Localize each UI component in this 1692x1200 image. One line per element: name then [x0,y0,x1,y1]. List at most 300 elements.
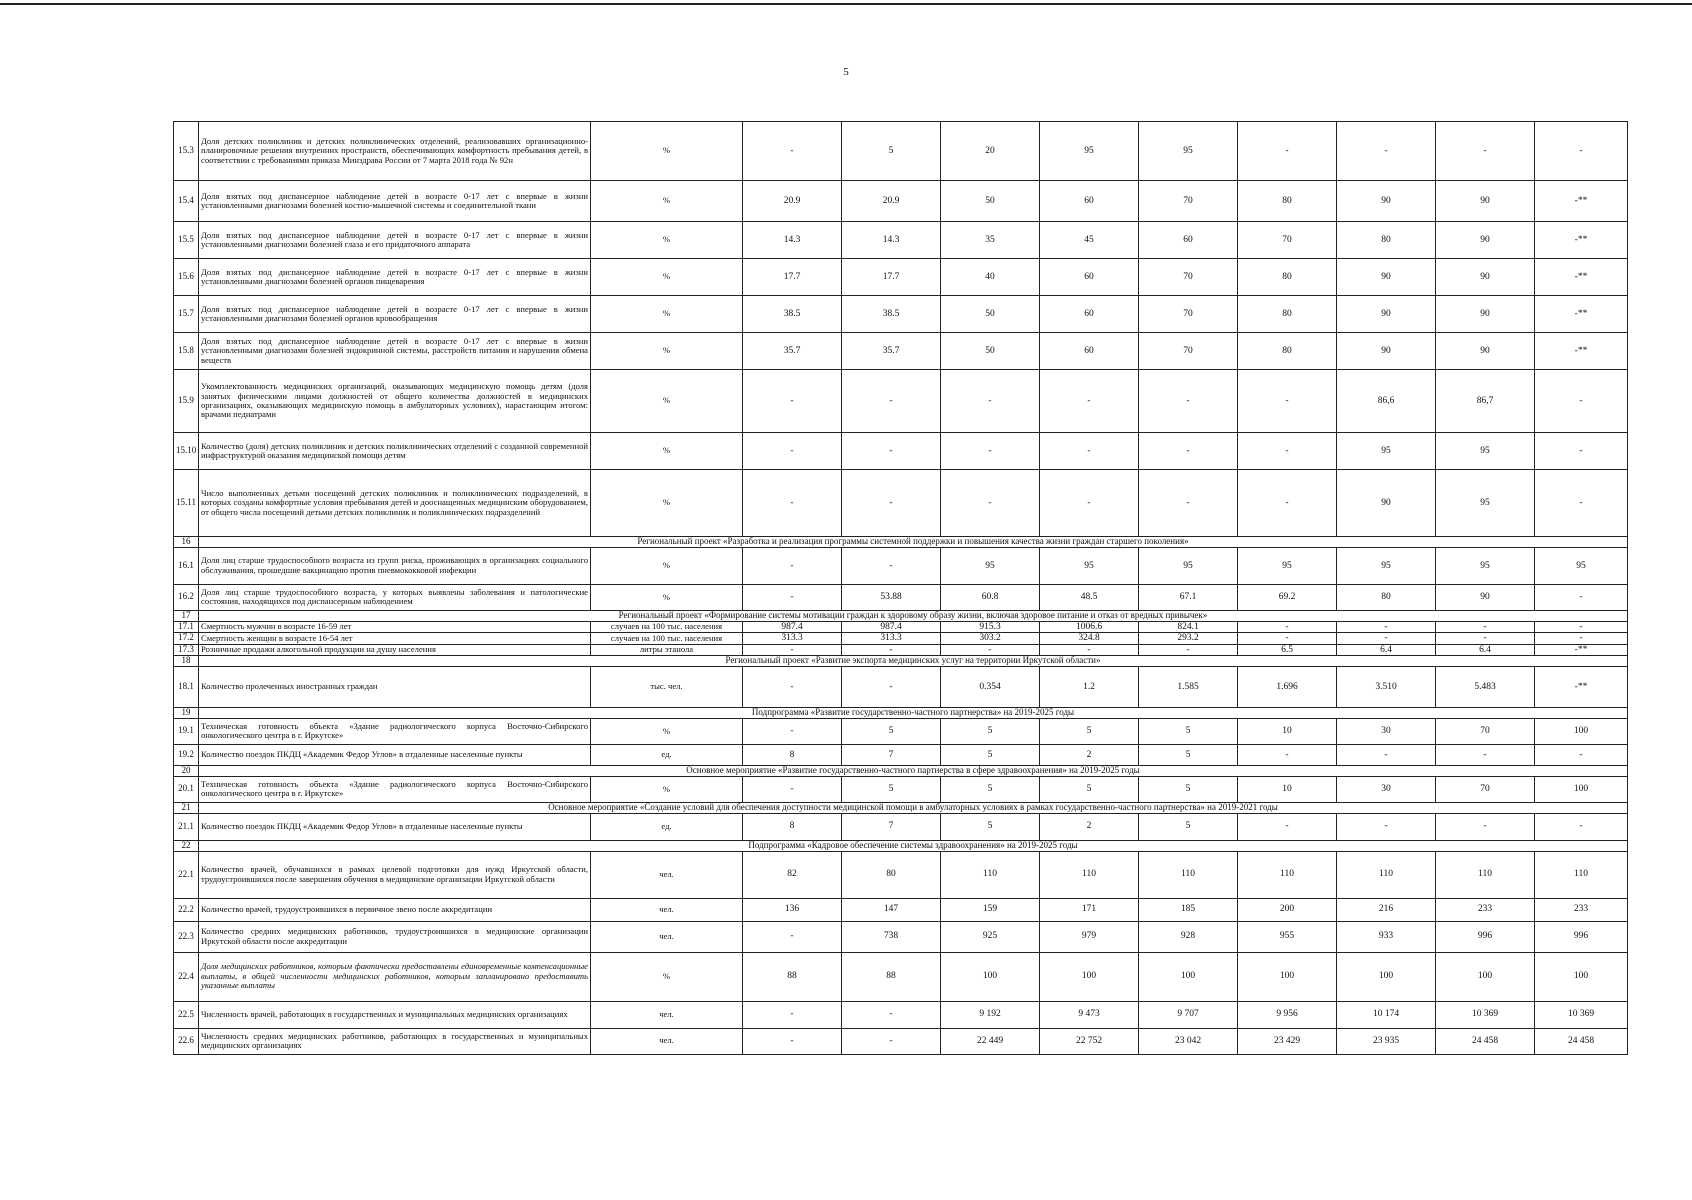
value-cell: - [1535,433,1628,470]
value-cell: 110 [1535,851,1628,898]
value-cell: 23 042 [1139,1028,1238,1054]
value-cell: - [1436,813,1535,840]
value-cell: - [1040,644,1139,655]
value-cell: 80 [1337,584,1436,610]
value-cell: 90 [1436,181,1535,222]
value-cell: - [1238,633,1337,644]
row-number: 21.1 [174,813,199,840]
table-row [174,547,1628,584]
row-number: 16.1 [174,547,199,584]
table-row [174,921,1628,952]
value-cell: 95 [1535,547,1628,584]
section-title: Основное мероприятие «Создание условий для обеспечения доступности медицинской помощи в амбулаторных условиях в рамках государственно-частного партнерства» на 2019-2021 годы [199,802,1628,813]
value-cell: - [743,584,842,610]
value-cell: 20 [941,122,1040,181]
unit-cell: % [591,470,743,537]
value-cell: 110 [1337,851,1436,898]
row-number: 22.6 [174,1028,199,1054]
value-cell: 95 [1436,470,1535,537]
value-cell: 9 956 [1238,1001,1337,1028]
unit-cell: % [591,259,743,296]
value-cell: - [1436,744,1535,765]
value-cell: - [1139,470,1238,537]
indicator-name: Доля лиц старше трудоспособного возраста из групп риска, проживающих в организациях социального обслуживания, прошедшие вакцинацию против пневмококковой инфекции [199,547,591,584]
row-number: 22.3 [174,921,199,952]
value-cell: 80 [842,851,941,898]
value-cell: 100 [1535,718,1628,744]
value-cell: 70 [1436,776,1535,802]
value-cell: 10 369 [1436,1001,1535,1028]
value-cell: 80 [1238,259,1337,296]
value-cell: 915.3 [941,621,1040,632]
value-cell: - [1040,370,1139,433]
value-cell: 216 [1337,898,1436,921]
value-cell: 48.5 [1040,584,1139,610]
value-cell: 90 [1436,333,1535,370]
indicator-name: Смертность женщин в возрасте 16-54 лет [199,633,591,644]
row-number: 17.3 [174,644,199,655]
row-number: 17 [174,610,199,621]
row-number: 20.1 [174,776,199,802]
value-cell: - [1337,122,1436,181]
table-row [174,666,1628,707]
value-cell: 20.9 [842,181,941,222]
unit-cell: % [591,547,743,584]
value-cell: - [1139,433,1238,470]
value-cell: 5 [941,718,1040,744]
value-cell: - [743,370,842,433]
value-cell: 313.3 [743,633,842,644]
table-row [174,222,1628,259]
value-cell: - [743,470,842,537]
value-cell: 60.8 [941,584,1040,610]
value-cell: -** [1535,644,1628,655]
value-cell: 100 [1337,952,1436,1001]
value-cell: - [743,433,842,470]
value-cell: 35.7 [743,333,842,370]
row-number: 22.5 [174,1001,199,1028]
row-number: 22.4 [174,952,199,1001]
value-cell: 5 [1040,718,1139,744]
unit-cell: % [591,433,743,470]
indicator-name: Доля лиц старше трудоспособного возраста, у которых выявлены заболевания и патологические состояния, находящихся под диспансерным наблюдением [199,584,591,610]
value-cell: 955 [1238,921,1337,952]
unit-cell: случаев на 100 тыс. населения [591,621,743,632]
value-cell: - [1238,433,1337,470]
table-row [174,370,1628,433]
value-cell: 90 [1436,296,1535,333]
value-cell: 110 [1238,851,1337,898]
value-cell: 30 [1337,718,1436,744]
value-cell: 90 [1337,470,1436,537]
unit-cell: чел. [591,1001,743,1028]
value-cell: 987.4 [743,621,842,632]
value-cell: 95 [1040,547,1139,584]
value-cell: 24 458 [1535,1028,1628,1054]
value-cell: - [1238,621,1337,632]
value-cell: 14.3 [743,222,842,259]
value-cell: 5 [842,776,941,802]
value-cell: 1.696 [1238,666,1337,707]
unit-cell: чел. [591,921,743,952]
indicators-table-body [174,122,1628,1055]
table-row [174,718,1628,744]
top-border-line [0,3,1692,5]
unit-cell: % [591,952,743,1001]
table-row [174,952,1628,1001]
value-cell: - [1535,744,1628,765]
value-cell: - [743,666,842,707]
value-cell: 35.7 [842,333,941,370]
value-cell: 9 192 [941,1001,1040,1028]
row-number: 15.10 [174,433,199,470]
value-cell: 60 [1040,333,1139,370]
value-cell: 30 [1337,776,1436,802]
value-cell: - [1238,470,1337,537]
value-cell: - [941,370,1040,433]
row-number: 17.2 [174,633,199,644]
value-cell: -** [1535,666,1628,707]
value-cell: - [1040,433,1139,470]
value-cell: 88 [842,952,941,1001]
table-row [174,633,1628,644]
value-cell: 738 [842,921,941,952]
table-row [174,296,1628,333]
value-cell: 95 [1139,122,1238,181]
value-cell: - [743,921,842,952]
value-cell: 5 [1139,776,1238,802]
row-number: 19.1 [174,718,199,744]
value-cell: 1006.6 [1040,621,1139,632]
indicator-name: Доля медицинских работников, которым фактически предоставлены единовременные компенсационные выплаты, в общей численности медицинских работников, которым запланировано предоставить указанные выплаты [199,952,591,1001]
value-cell: - [842,644,941,655]
indicator-name: Количество врачей, обучавшихся в рамках целевой подготовки для нужд Иркутской области, трудоустроившихся после завершения обучения в медицинские организации Иркутской области [199,851,591,898]
indicator-name: Техническая готовность объекта «Здание радиологического корпуса Восточно-Сибирского онкологического центра в г. Иркутске» [199,776,591,802]
section-row [174,802,1628,813]
value-cell: 5 [941,776,1040,802]
page-number: 5 [843,66,849,78]
row-number: 22 [174,840,199,851]
value-cell: - [941,470,1040,537]
indicator-name: Доля взятых под диспансерное наблюдение детей в возрасте 0-17 лет с впервые в жизни установленными диагнозами болезней эндокринной системы, расстройств питания и нарушения обмена веществ [199,333,591,370]
value-cell: 60 [1040,259,1139,296]
unit-cell: ед. [591,744,743,765]
value-cell: -** [1535,181,1628,222]
value-cell: 8 [743,813,842,840]
value-cell: 200 [1238,898,1337,921]
row-number: 18 [174,656,199,667]
value-cell: - [842,1001,941,1028]
value-cell: 147 [842,898,941,921]
value-cell: 10 [1238,776,1337,802]
indicator-name: Число выполненных детьми посещений детских поликлиник и поликлинических подразделений, в которых созданы комфортные условия пребывания детей и дооснащенных медицинским оборудованием, от общего числа посещений детьми детских поликлиник и поликлинических подразделений [199,470,591,537]
value-cell: 86,7 [1436,370,1535,433]
row-number: 15.4 [174,181,199,222]
row-number: 20 [174,765,199,776]
value-cell: 95 [1436,433,1535,470]
section-row [174,610,1628,621]
value-cell: 136 [743,898,842,921]
table-row [174,1028,1628,1054]
value-cell: - [941,644,1040,655]
value-cell: 38.5 [842,296,941,333]
value-cell: 86,6 [1337,370,1436,433]
value-cell: 3.510 [1337,666,1436,707]
value-cell: 110 [941,851,1040,898]
value-cell: 95 [1040,122,1139,181]
value-cell: 95 [941,547,1040,584]
value-cell: 100 [1535,952,1628,1001]
indicator-name: Количество поездок ПКДЦ «Академик Федор Углов» в отдаленные населенные пункты [199,813,591,840]
section-title: Региональный проект «Развитие экспорта медицинских услуг на территории Иркутской области» [199,656,1628,667]
value-cell: 324.8 [1040,633,1139,644]
value-cell: 928 [1139,921,1238,952]
value-cell: - [1535,621,1628,632]
value-cell: - [1238,813,1337,840]
value-cell: 80 [1238,296,1337,333]
indicators-table [173,121,1628,1055]
value-cell: 70 [1139,333,1238,370]
unit-cell: % [591,181,743,222]
value-cell: 69.2 [1238,584,1337,610]
value-cell: - [1040,470,1139,537]
value-cell: 23 935 [1337,1028,1436,1054]
value-cell: 110 [1139,851,1238,898]
value-cell: 2 [1040,744,1139,765]
value-cell: 8 [743,744,842,765]
value-cell: - [1436,633,1535,644]
section-title: Подпрограмма «Кадровое обеспечение системы здравоохранения» на 2019-2025 годы [199,840,1628,851]
value-cell: 925 [941,921,1040,952]
indicator-name: Техническая готовность объекта «Здание радиологического корпуса Восточно-Сибирского онкологического центра в г. Иркутске» [199,718,591,744]
value-cell: 14.3 [842,222,941,259]
unit-cell: случаев на 100 тыс. населения [591,633,743,644]
value-cell: 67.1 [1139,584,1238,610]
unit-cell: тыс. чел. [591,666,743,707]
value-cell: 50 [941,181,1040,222]
value-cell: 824.1 [1139,621,1238,632]
value-cell: 100 [941,952,1040,1001]
value-cell: - [1238,744,1337,765]
value-cell: 80 [1238,333,1337,370]
row-number: 17.1 [174,621,199,632]
indicator-name: Численность врачей, работающих в государственных и муниципальных медицинских организациях [199,1001,591,1028]
row-number: 15.9 [174,370,199,433]
value-cell: 70 [1139,259,1238,296]
unit-cell: % [591,122,743,181]
value-cell: -** [1535,333,1628,370]
value-cell: - [743,776,842,802]
value-cell: - [743,1001,842,1028]
value-cell: - [743,644,842,655]
value-cell: 1.2 [1040,666,1139,707]
indicator-name: Розничные продажи алкогольной продукции на душу населения [199,644,591,655]
value-cell: 159 [941,898,1040,921]
value-cell: 45 [1040,222,1139,259]
value-cell: 23 429 [1238,1028,1337,1054]
value-cell: 293.2 [1139,633,1238,644]
value-cell: 979 [1040,921,1139,952]
value-cell: - [1139,644,1238,655]
value-cell: 95 [1337,433,1436,470]
indicator-name: Количество средних медицинских работников, трудоустроившихся в медицинские организации Иркутской области после аккредитации [199,921,591,952]
value-cell: 95 [1436,547,1535,584]
section-row [174,765,1628,776]
value-cell: 50 [941,296,1040,333]
value-cell: 5 [842,122,941,181]
value-cell: 95 [1238,547,1337,584]
value-cell: - [1337,621,1436,632]
indicator-name: Доля взятых под диспансерное наблюдение детей в возрасте 0-17 лет с впервые в жизни установленными диагнозами болезней органов кровообращения [199,296,591,333]
value-cell: 6.4 [1337,644,1436,655]
value-cell: - [1337,813,1436,840]
value-cell: 90 [1337,181,1436,222]
unit-cell: ед. [591,813,743,840]
value-cell: 1.585 [1139,666,1238,707]
value-cell: 70 [1436,718,1535,744]
value-cell: 9 473 [1040,1001,1139,1028]
value-cell: 17.7 [743,259,842,296]
value-cell: 22 449 [941,1028,1040,1054]
value-cell: 38.5 [743,296,842,333]
value-cell: 100 [1040,952,1139,1001]
table-row [174,122,1628,181]
value-cell: 233 [1535,898,1628,921]
value-cell: 5 [842,718,941,744]
value-cell: - [941,433,1040,470]
value-cell: 5 [941,744,1040,765]
value-cell: - [1436,621,1535,632]
value-cell: 5.483 [1436,666,1535,707]
table-row [174,776,1628,802]
unit-cell: чел. [591,898,743,921]
row-number: 15.7 [174,296,199,333]
value-cell: 17.7 [842,259,941,296]
section-row [174,707,1628,718]
row-number: 15.8 [174,333,199,370]
value-cell: - [842,666,941,707]
value-cell: 6.4 [1436,644,1535,655]
value-cell: 100 [1139,952,1238,1001]
value-cell: 90 [1436,222,1535,259]
value-cell: - [743,122,842,181]
value-cell: - [842,470,941,537]
value-cell: -** [1535,259,1628,296]
row-number: 16.2 [174,584,199,610]
value-cell: 82 [743,851,842,898]
row-number: 21 [174,802,199,813]
value-cell: 5 [1139,718,1238,744]
value-cell: - [1535,370,1628,433]
value-cell: 50 [941,333,1040,370]
unit-cell: % [591,718,743,744]
value-cell: - [1436,122,1535,181]
value-cell: 90 [1436,259,1535,296]
value-cell: -** [1535,296,1628,333]
value-cell: 90 [1436,584,1535,610]
value-cell: 95 [1139,547,1238,584]
value-cell: 24 458 [1436,1028,1535,1054]
value-cell: 6.5 [1238,644,1337,655]
value-cell: 5 [1139,744,1238,765]
section-title: Основное мероприятие «Развитие государственно-частного партнерства в сфере здравоохранения» на 2019-2025 годы [199,765,1628,776]
value-cell: 10 369 [1535,1001,1628,1028]
section-row [174,537,1628,548]
row-number: 16 [174,537,199,548]
value-cell: 60 [1139,222,1238,259]
value-cell: - [1337,744,1436,765]
value-cell: 70 [1139,181,1238,222]
value-cell: 100 [1238,952,1337,1001]
unit-cell: чел. [591,851,743,898]
value-cell: 90 [1337,333,1436,370]
value-cell: 5 [1139,813,1238,840]
indicator-name: Доля детских поликлиник и детских поликлинических отделений, реализовавших организационно-планировочные решения внутренних пространств, обеспечивающих комфортность пребывания детей, в соответствии с требованиями приказа Минздрава России от 7 марта 2018 года № 92н [199,122,591,181]
value-cell: 100 [1436,952,1535,1001]
row-number: 19 [174,707,199,718]
unit-cell: % [591,370,743,433]
value-cell: 5 [941,813,1040,840]
indicator-name: Доля взятых под диспансерное наблюдение детей в возрасте 0-17 лет с впервые в жизни установленными диагнозами болезней костно-мышечной системы и соединительной ткани [199,181,591,222]
unit-cell: % [591,296,743,333]
value-cell: 0.354 [941,666,1040,707]
indicator-name: Количество пролеченных иностранных граждан [199,666,591,707]
value-cell: 60 [1040,296,1139,333]
table-row [174,433,1628,470]
row-number: 15.5 [174,222,199,259]
unit-cell: % [591,584,743,610]
value-cell: 933 [1337,921,1436,952]
value-cell: 90 [1337,259,1436,296]
value-cell: 90 [1337,296,1436,333]
value-cell: - [1238,370,1337,433]
value-cell: - [1535,122,1628,181]
row-number: 22.1 [174,851,199,898]
section-title: Региональный проект «Формирование системы мотивации граждан к здоровому образу жизни, включая здоровое питание и отказ от вредных привычек» [199,610,1628,621]
value-cell: - [842,370,941,433]
value-cell: 5 [1040,776,1139,802]
value-cell: - [842,1028,941,1054]
table-row [174,898,1628,921]
value-cell: 35 [941,222,1040,259]
indicator-name: Доля взятых под диспансерное наблюдение детей в возрасте 0-17 лет с впервые в жизни установленными диагнозами болезней глаза и его придаточного аппарата [199,222,591,259]
value-cell: 22 752 [1040,1028,1139,1054]
value-cell: - [743,547,842,584]
value-cell: - [1535,470,1628,537]
value-cell: - [1337,633,1436,644]
row-number: 15.3 [174,122,199,181]
table-row [174,584,1628,610]
value-cell: 7 [842,744,941,765]
table-row [174,813,1628,840]
value-cell: - [743,718,842,744]
table-row [174,744,1628,765]
value-cell: - [743,1028,842,1054]
value-cell: 9 707 [1139,1001,1238,1028]
value-cell: - [1139,370,1238,433]
table-row [174,851,1628,898]
value-cell: 100 [1535,776,1628,802]
value-cell: 88 [743,952,842,1001]
value-cell: -** [1535,222,1628,259]
table-row [174,644,1628,655]
value-cell: 70 [1139,296,1238,333]
value-cell: 70 [1238,222,1337,259]
row-number: 19.2 [174,744,199,765]
value-cell: - [842,547,941,584]
row-number: 18.1 [174,666,199,707]
value-cell: 10 [1238,718,1337,744]
